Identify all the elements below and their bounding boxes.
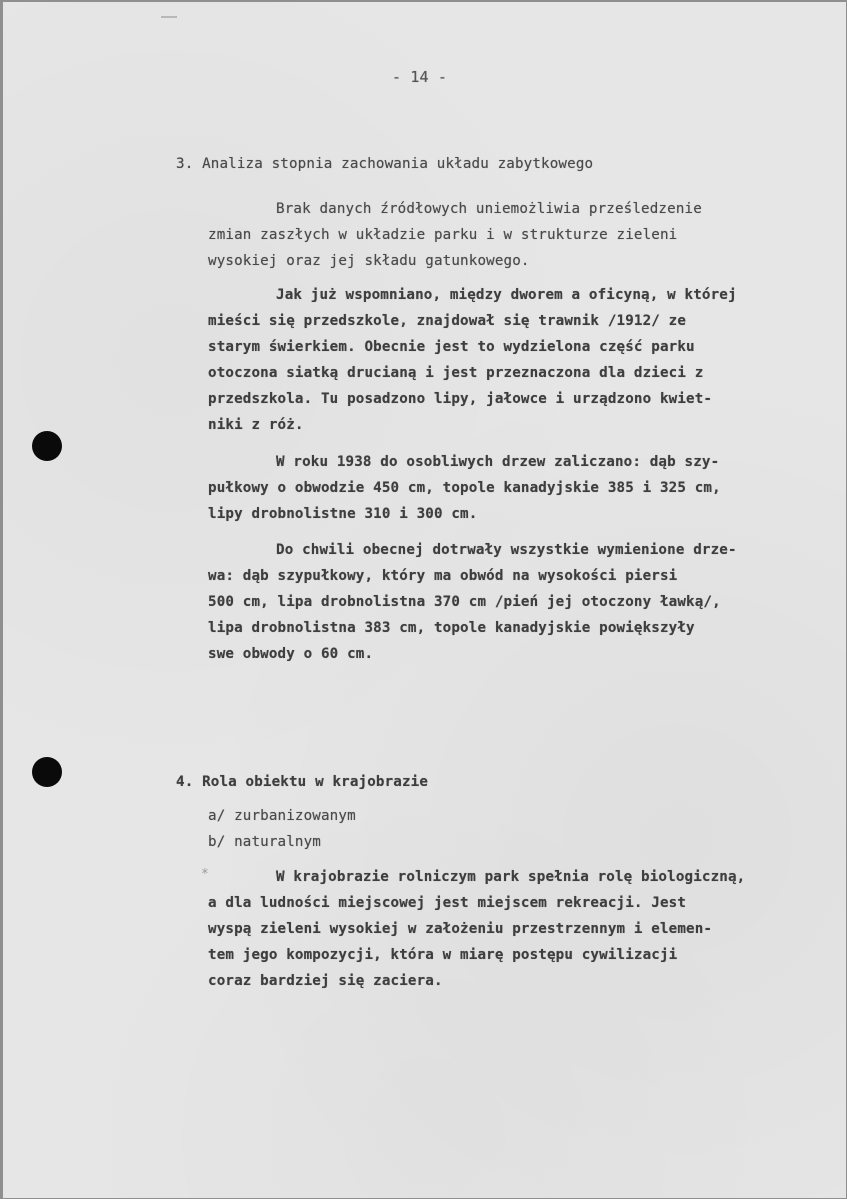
- paragraph-line: zmian zaszłych w układzie parku i w strukturze zieleni: [208, 227, 678, 243]
- paragraph-line: coraz bardziej się zaciera.: [208, 973, 443, 989]
- paragraph-line: przedszkola. Tu posadzono lipy, jałowce i urządzono kwiet-: [208, 391, 713, 407]
- paragraph-line: 500 cm, lipa drobnolistna 370 cm /pień jej otoczony ławką/,: [208, 594, 721, 610]
- page-number: - 14 -: [392, 68, 448, 86]
- paragraph-line: swe obwody o 60 cm.: [208, 646, 374, 662]
- punch-hole-top: [32, 431, 62, 461]
- paragraph-line: wa: dąb szypułkowy, który ma obwód na wysokości piersi: [208, 568, 678, 584]
- list-item: b/ naturalnym: [208, 834, 321, 850]
- paragraph-line: otoczona siatką drucianą i jest przeznaczona dla dzieci z: [208, 365, 704, 381]
- paragraph-line: Do chwili obecnej dotrwały wszystkie wymienione drze-: [276, 542, 737, 558]
- paragraph-line: Brak danych źródłowych uniemożliwia prześledzenie: [276, 201, 702, 217]
- punch-hole-bottom: [32, 757, 62, 787]
- paragraph-line: W krajobrazie rolniczym park spełnia rolę biologiczną,: [276, 869, 746, 885]
- paragraph-line: starym świerkiem. Obecnie jest to wydzielona część parku: [208, 339, 695, 355]
- paragraph-line: pułkowy o obwodzie 450 cm, topole kanadyjskie 385 i 325 cm,: [208, 480, 721, 496]
- paragraph-line: niki z róż.: [208, 417, 304, 433]
- section-4-heading: 4. Rola obiektu w krajobrazie: [176, 774, 429, 790]
- section-3-heading: 3. Analiza stopnia zachowania układu zabytkowego: [176, 156, 594, 172]
- scan-artifact: [161, 16, 177, 18]
- paragraph-line: tem jego kompozycji, która w miarę postępu cywilizacji: [208, 947, 678, 963]
- list-item: a/ zurbanizowanym: [208, 808, 356, 824]
- paragraph-line: Jak już wspomniano, między dworem a oficyną, w której: [276, 287, 737, 303]
- paragraph-line: lipy drobnolistne 310 i 300 cm.: [208, 506, 478, 522]
- paragraph-line: mieści się przedszkole, znajdował się trawnik /1912/ ze: [208, 313, 687, 329]
- paragraph-line: W roku 1938 do osobliwych drzew zaliczano: dąb szy-: [276, 454, 720, 470]
- margin-marker: *: [201, 867, 209, 882]
- paragraph-line: wyspą zieleni wysokiej w założeniu przestrzennym i elemen-: [208, 921, 713, 937]
- document-page: [3, 2, 846, 1198]
- paragraph-line: wysokiej oraz jej składu gatunkowego.: [208, 253, 530, 269]
- paragraph-line: a dla ludności miejscowej jest miejscem rekreacji. Jest: [208, 895, 687, 911]
- paragraph-line: lipa drobnolistna 383 cm, topole kanadyjskie powiększyły: [208, 620, 695, 636]
